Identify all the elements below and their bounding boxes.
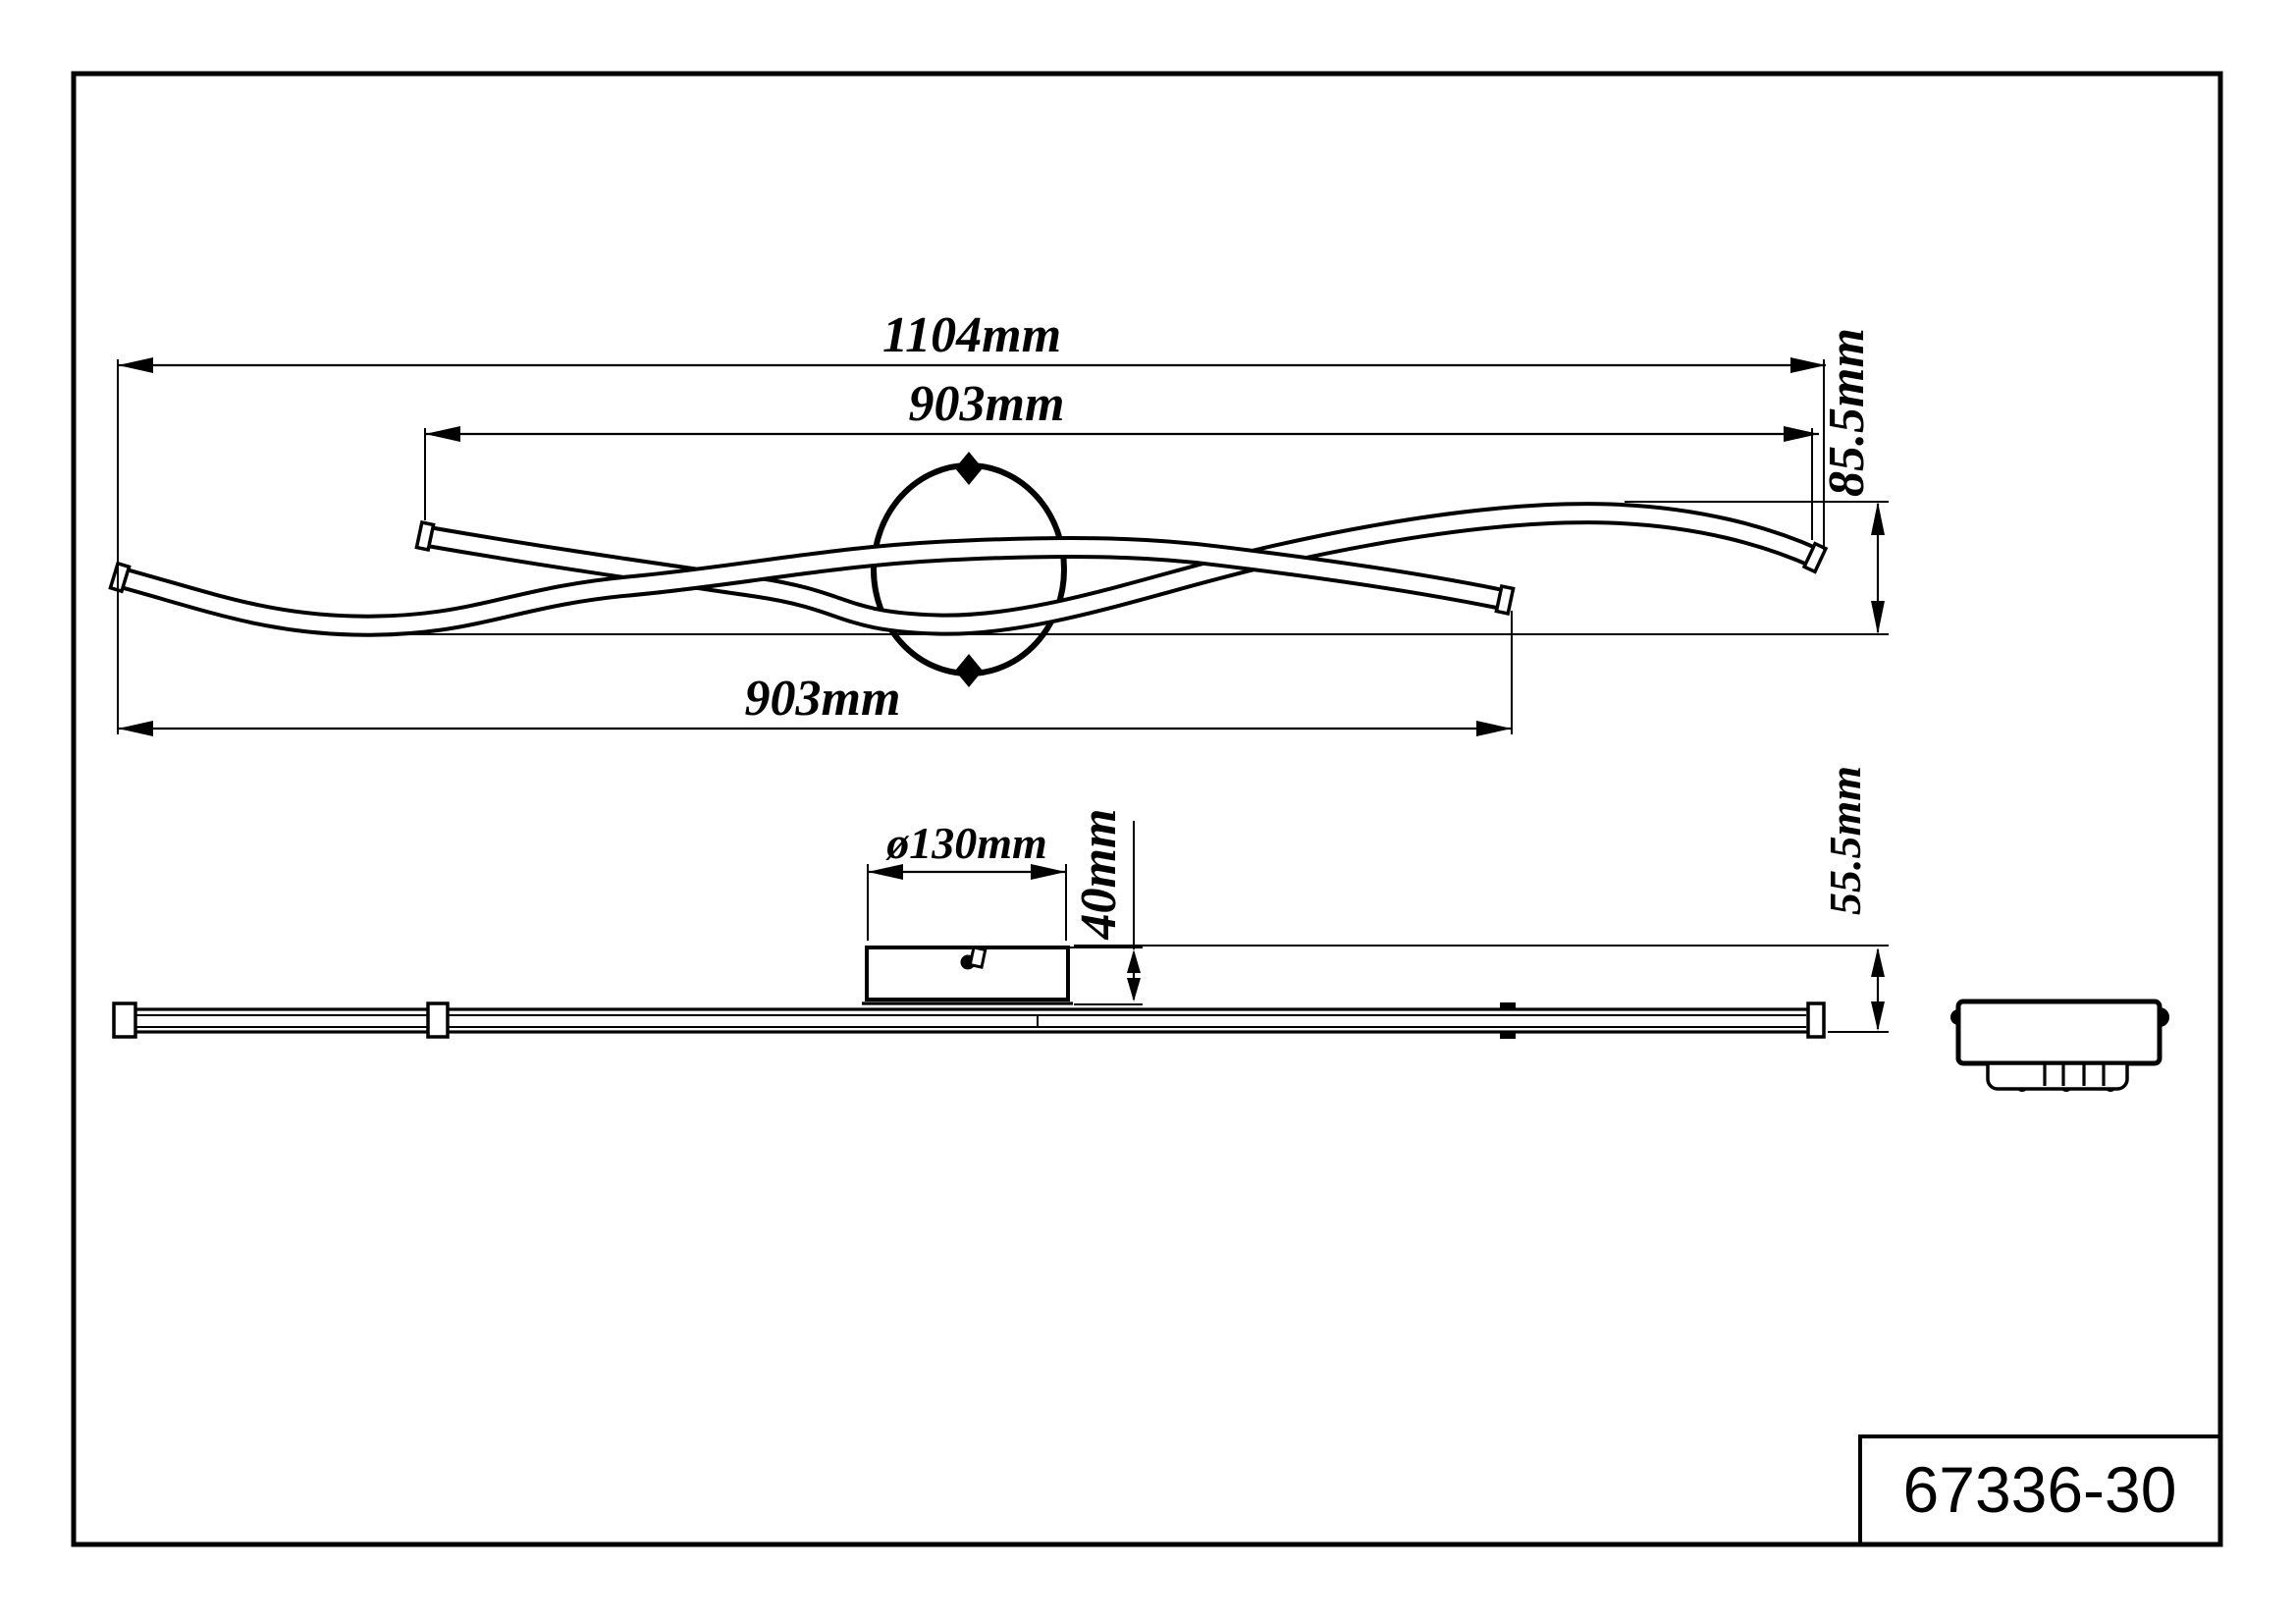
bar-left-cap xyxy=(114,1003,135,1037)
title-block xyxy=(1860,1436,2220,1544)
bar-joint xyxy=(428,1003,448,1037)
terminal-block xyxy=(1988,1063,2127,1089)
dim-total-length-label: 1104mm xyxy=(881,307,1062,363)
dim-total-height xyxy=(1074,766,1889,1032)
wave-lower xyxy=(120,548,1505,626)
bar-tab-top xyxy=(1500,1002,1516,1009)
wave-upper xyxy=(425,514,1815,624)
bar-tab-bottom xyxy=(1500,1032,1516,1039)
part-number-label: 67336-30 xyxy=(1902,1453,2177,1526)
dim-canopy-diameter-label: ø130mm xyxy=(886,818,1047,868)
dim-fixture-height-label: 85.5mm xyxy=(1819,328,1875,497)
canopy-circle xyxy=(874,465,1064,674)
dim-upper-wave-length-label: 903mm xyxy=(908,376,1065,432)
end-view-body xyxy=(1958,1001,2160,1063)
dim-canopy-height xyxy=(1070,809,1143,1004)
dim-total-height-label: 55.5mm xyxy=(1820,765,1870,916)
mounting-bar xyxy=(114,1002,1824,1039)
canopy-node-bottom xyxy=(955,654,983,687)
end-view xyxy=(1950,1001,2169,1092)
dim-canopy-height-label: 40mm xyxy=(1071,808,1127,940)
bar-right-cap xyxy=(1808,1003,1824,1037)
top-view xyxy=(110,307,1889,736)
drawing-frame xyxy=(74,74,2220,1544)
side-view xyxy=(114,766,1889,1039)
canopy-node-top xyxy=(955,452,983,485)
dim-lower-wave-length-label: 903mm xyxy=(744,671,901,727)
screw-icon xyxy=(961,947,986,970)
dim-canopy-diameter xyxy=(868,818,1066,941)
